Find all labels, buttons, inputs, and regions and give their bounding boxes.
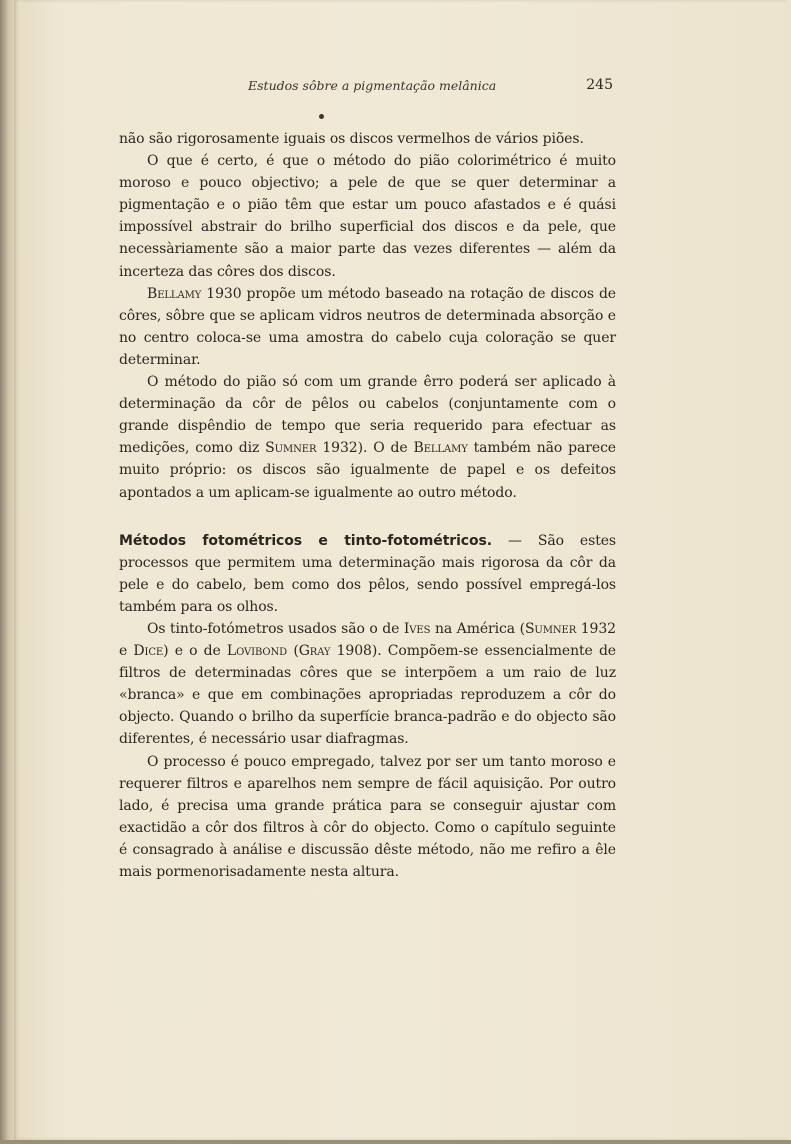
paragraph-text: O método do pião só com um grande êrro poderá ser aplicado à determinação da côr de pêlos ou cabelos (conjuntamente com o grande dispêndio de tempo que seria requerido para efectuar as medições, como diz: [119, 374, 616, 457]
paragraph-text: também não parece muito próprio: os discos são igualmente de papel e os defeitos apontados a um aplicam-se igualmente ao outro método.: [119, 440, 616, 501]
paragraph-text: — São estes processos que permitem uma determinação mais rigorosa da côr da pele e do cabelo, bem como dos pêlos, sendo possível empregá-los também para os olhos.: [119, 532, 616, 615]
paragraph-text: na América (: [430, 620, 525, 637]
page-bottom-edge: [0, 1140, 791, 1144]
paragraph-section-photometric: [119, 530, 616, 618]
author-name: Bellamy: [413, 440, 468, 457]
paragraph-continued: não são rigorosamente iguais os discos vermelhos de vários piões.: [119, 131, 584, 147]
paragraph-text: ) e o de: [163, 643, 227, 660]
author-name: Bellamy: [147, 285, 202, 302]
paragraph-text: (: [287, 643, 299, 660]
paragraph-text: 1908). Compõem-se essencialmente de filtros de determinadas côres que se interpõem a um raio de luz «branca» e que em combinações apropriadas reproduzem a côr do objecto. Quando o brilho da superfície branca-padrão e do objecto são diferentes, é necessário usar diafragmas.: [119, 643, 616, 748]
section-heading: Métodos fotométricos e tinto-fotométricos.: [119, 532, 492, 549]
body-text: [119, 128, 616, 883]
paragraph-colorimetric-top: O que é certo, é que o método do pião colorimétrico é muito moroso e pouco objectivo; a pele de que se quer determinar a pigmentação e o pião têm que estar um pouco afastados e é quási impossível abstrair do brilho superficial dos discos e da pele, que necessàriamente são a maior parte das vezes diferentes — além da incerteza das côres dos discos.: [119, 153, 616, 280]
paragraph-text: Os tinto-fotómetros usados são o de: [147, 620, 404, 637]
paragraph-bellamy: [119, 283, 616, 371]
paragraph-tintometers: [119, 618, 616, 751]
paragraph-process: O processo é pouco empregado, talvez por ser um tanto moroso e requerer filtros e aparelhos nem sempre de fácil aquisição. Por outro lado, é precisa uma grande prática para se conseguir ajustar com exactidão a côr dos filtros à côr do objecto. Como o capítulo seguinte é consagrado à análise e discussão dêste método, não me refiro a êle mais pormenorisadamente nesta altura.: [119, 753, 616, 880]
running-title: Estudos sôbre a pigmentação melânica: [248, 78, 497, 93]
author-name: Lovibond: [226, 643, 288, 660]
author-name: Dice: [133, 643, 164, 660]
author-name: Gray: [298, 643, 331, 660]
paragraph-text: 1932). O de: [316, 440, 414, 457]
section-spacer: [119, 504, 616, 530]
author-name: Ives: [403, 620, 431, 637]
paragraph-top-method: [119, 371, 616, 504]
page-number: 245: [586, 77, 613, 93]
author-name: Sumner: [265, 440, 317, 457]
paragraph-text: 1932 e: [119, 620, 616, 660]
binding-edge: [0, 0, 14, 1144]
ornament-dot: [319, 114, 324, 119]
author-name: Sumner: [524, 620, 577, 637]
running-head: [120, 76, 615, 98]
paragraph-text: 1930 propõe um método baseado na rotação de discos de côres, sôbre que se aplicam vidros neutros de determinada absorção e no centro coloca-se uma amostra do cabelo cuja coloração se quer determinar.: [119, 285, 616, 368]
